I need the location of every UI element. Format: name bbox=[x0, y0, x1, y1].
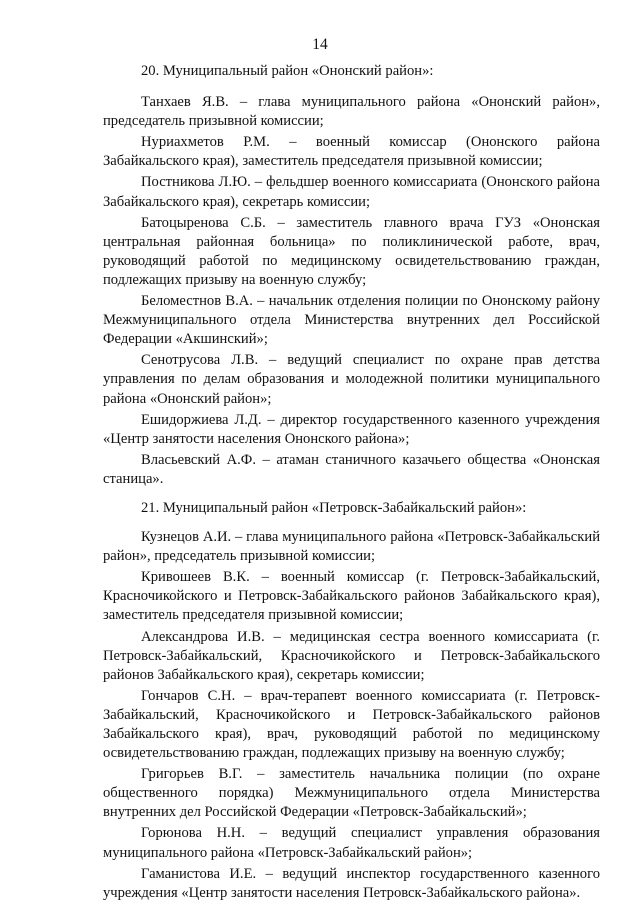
commission-member-entry: Гончаров С.Н. – врач-терапевт военного комиссариата (г. Петровск-Забайкальский, Красночикойского и Петровск-Забайкальского районов Забайкальского края), врач, руководящий работой по медицинскому освидетельствованию граждан, подлежащих призыву на военную службу; bbox=[103, 687, 600, 762]
commission-member-entry: Горюнова Н.Н. – ведущий специалист управления образования муниципального района «Петровск-Забайкальский район»; bbox=[103, 825, 600, 861]
page-number: 14 bbox=[312, 36, 328, 53]
section-title: 20. Муниципальный район «Ононский район»: bbox=[141, 63, 434, 79]
commission-member-entry: Кривошеев В.К. – военный комиссар (г. Петровск-Забайкальский, Красночикойского и Петровск-Забайкальского районов Забайкальского края), заместитель председателя призывной комиссии; bbox=[103, 569, 600, 624]
section-title: 21. Муниципальный район «Петровск-Забайкальский район»: bbox=[141, 499, 527, 516]
commission-member-entry: Александрова И.В. – медицинская сестра военного комиссариата (г. Петровск-Забайкальский, Красночикойского и Петровск-Забайкальского районов Забайкальского края), секретарь комиссии; bbox=[103, 628, 600, 683]
commission-member-entry: Власьевский А.Ф. – атаман станичного казачьего общества «Ононская станица». bbox=[103, 451, 600, 487]
commission-member-entry: Гаманистова И.Е. – ведущий инспектор государственного казенного учреждения «Центр занятости населения Петровск-Забайкальского района». bbox=[103, 865, 600, 901]
commission-member-entry: Беломестнов В.А. – начальник отделения полиции по Ононскому району Межмуниципального отдела Министерства внутренних дел Российской Федерации «Акшинский»; bbox=[103, 293, 600, 348]
commission-member-entry: Танхаев Я.В. – глава муниципального района «Ононский район», председатель призывной комиссии; bbox=[103, 94, 600, 130]
document-body bbox=[103, 62, 600, 905]
commission-member-entry: Сенотрусова Л.В. – ведущий специалист по охране прав детства управления по делам образования и молодежной политики муниципального района «Ононский район»; bbox=[103, 352, 600, 407]
commission-member-entry: Батоцыренова С.Б. – заместитель главного врача ГУЗ «Ононская центральная районная больница» по поликлинической работе, врач, руководящий работой по медицинскому освидетельствованию граждан, подлежащих призыву на военную службу; bbox=[103, 214, 600, 288]
commission-member-entry: Нуриахметов Р.М. – военный комиссар (Ононского района Забайкальского края), заместитель председателя призывной комиссии; bbox=[103, 134, 600, 170]
commission-member-entry: Ешидоржиева Л.Д. – директор государственного казенного учреждения «Центр занятости населения Ононского района»; bbox=[103, 411, 600, 447]
commission-member-entry: Григорьев В.Г. – заместитель начальника полиции (по охране общественного порядка) Межмуниципального отдела Министерства внутренних дел Российской Федерации «Петровск-Забайкальский»; bbox=[103, 766, 600, 821]
commission-member-entry: Кузнецов А.И. – глава муниципального района «Петровск-Забайкальский район», председатель призывной комиссии; bbox=[103, 529, 600, 565]
commission-member-entry: Постникова Л.Ю. – фельдшер военного комиссариата (Ононского района Забайкальского края), секретарь комиссии; bbox=[103, 174, 600, 210]
